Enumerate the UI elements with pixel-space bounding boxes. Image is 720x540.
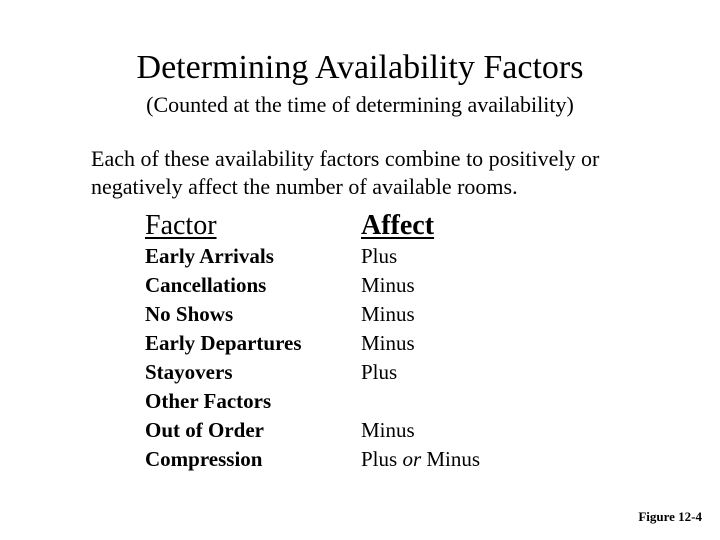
intro-paragraph — [91, 145, 691, 201]
factor-table — [0, 242, 720, 474]
affect-text-or: or — [402, 447, 422, 471]
affect-cell: Plus — [361, 360, 398, 384]
affect-cell — [361, 445, 480, 474]
table-row — [0, 358, 720, 387]
table-row — [0, 329, 720, 358]
table-row — [0, 387, 720, 416]
intro-line-1: Each of these availability factors combine to positively or — [91, 146, 600, 171]
table-row — [0, 242, 720, 271]
affect-column-header: Affect — [361, 210, 435, 241]
factor-cell: No Shows — [145, 302, 234, 326]
affect-cell: Minus — [361, 273, 415, 297]
affect-cell: Minus — [361, 331, 415, 355]
table-row — [0, 271, 720, 300]
factor-column-header: Factor — [145, 210, 217, 241]
factor-cell: Out of Order — [145, 418, 264, 442]
factor-cell: Early Departures — [145, 331, 302, 355]
factor-cell: Early Arrivals — [145, 244, 274, 268]
affect-cell: Minus — [361, 418, 415, 442]
affect-cell: Plus — [361, 244, 398, 268]
table-row — [0, 416, 720, 445]
affect-cell: Minus — [361, 302, 415, 326]
factor-cell: Cancellations — [145, 273, 267, 297]
table-row — [0, 300, 720, 329]
factor-cell: Compression — [145, 447, 263, 471]
affect-text-minus: Minus — [426, 447, 481, 471]
factor-cell: Stayovers — [145, 360, 233, 384]
table-row — [0, 445, 720, 474]
intro-line-2: negatively affect the number of available rooms. — [91, 174, 518, 199]
slide-subtitle: (Counted at the time of determining availability) — [146, 92, 574, 117]
factor-cell: Other Factors — [145, 389, 272, 413]
slide-title: Determining Availability Factors — [136, 49, 584, 86]
figure-label: Figure 12-4 — [638, 509, 702, 524]
affect-text-plus: Plus — [361, 447, 398, 471]
